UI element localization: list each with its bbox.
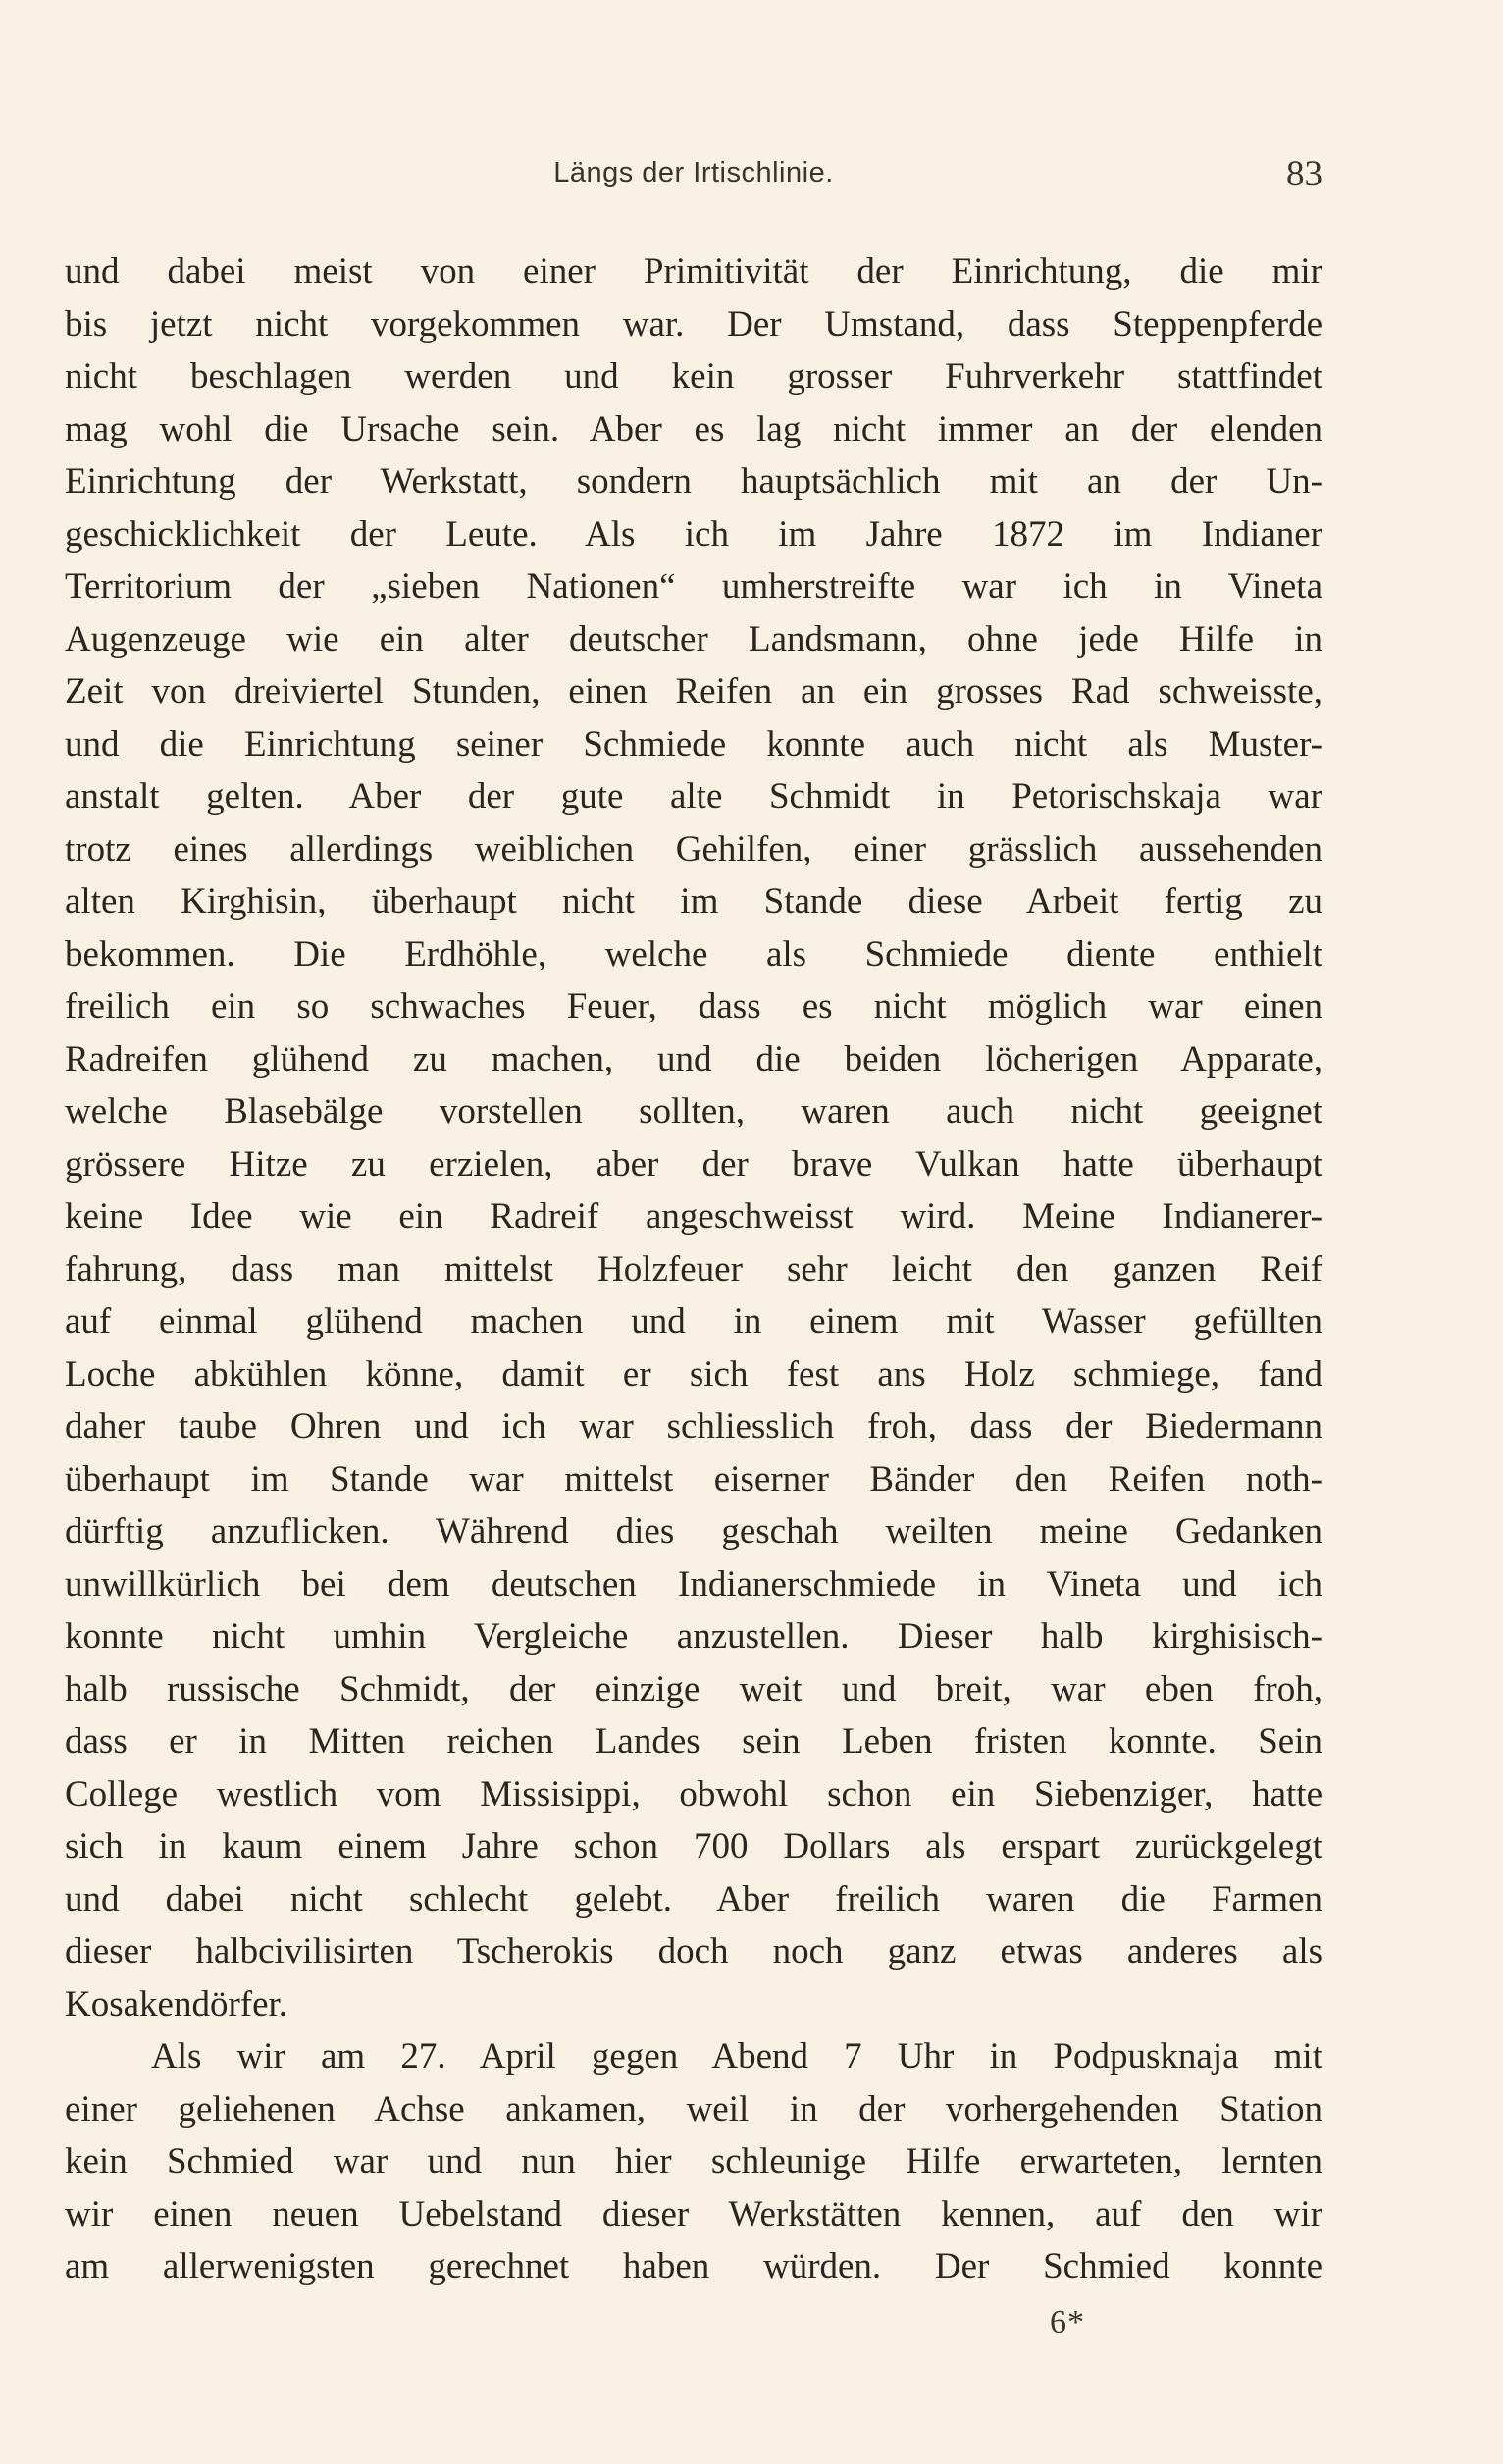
text-line: halb russische Schmidt, der einzige weit und breit, war eben froh, bbox=[65, 1668, 1322, 1709]
text-line: bis jetzt nicht vorgekommen war. Der Umstand, dass Steppenpferde bbox=[65, 303, 1322, 344]
text-line: Territorium der „sieben Nationen“ umherstreifte war ich in Vineta bbox=[65, 566, 1322, 606]
paragraph-start-line: Als wir am 27. April gegen Abend 7 Uhr in Podpusknaja mit bbox=[151, 2036, 1322, 2076]
body-text bbox=[65, 245, 1322, 2293]
text-line: und dabei meist von einer Primitivität der Einrichtung, die mir bbox=[65, 251, 1322, 291]
text-line: Zeit von dreiviertel Stunden, einen Reifen an ein grosses Rad schweisste, bbox=[65, 671, 1322, 711]
text-line: mag wohl die Ursache sein. Aber es lag nicht immer an der elenden bbox=[65, 408, 1322, 449]
text-line: trotz eines allerdings weiblichen Gehilfen, einer grässlich aussehenden bbox=[65, 828, 1322, 869]
text-line: bekommen. Die Erdhöhle, welche als Schmiede diente enthielt bbox=[65, 933, 1322, 974]
text-line: auf einmal glühend machen und in einem mit Wasser gefüllten bbox=[65, 1301, 1322, 1341]
text-line: konnte nicht umhin Vergleiche anzustellen. Dieser halb kirghisisch- bbox=[65, 1616, 1322, 1656]
text-line: einer geliehenen Achse ankamen, weil in der vorhergehenden Station bbox=[65, 2088, 1322, 2129]
text-line: College westlich vom Missisippi, obwohl schon ein Siebenziger, hatte bbox=[65, 1773, 1322, 1814]
text-line: dürftig anzuflicken. Während dies geschah weilten meine Gedanken bbox=[65, 1511, 1322, 1551]
text-line: am allerwenigsten gerechnet haben würden. Der Schmied konnte bbox=[65, 2246, 1322, 2286]
text-line: grössere Hitze zu erzielen, aber der brave Vulkan hatte überhaupt bbox=[65, 1143, 1322, 1184]
running-title: Längs der Irtischlinie. bbox=[553, 157, 834, 188]
text-line: daher taube Ohren und ich war schliesslich froh, dass der Biedermann bbox=[65, 1406, 1322, 1446]
text-line: überhaupt im Stande war mittelst eiserner Bänder den Reifen noth- bbox=[65, 1458, 1322, 1499]
text-line: geschicklichkeit der Leute. Als ich im Jahre 1872 im Indianer bbox=[65, 513, 1322, 554]
text-line: Augenzeuge wie ein alter deutscher Landsmann, ohne jede Hilfe in bbox=[65, 618, 1322, 659]
text-line: und dabei nicht schlecht gelebt. Aber freilich waren die Farmen bbox=[65, 1878, 1322, 1919]
text-line: wir einen neuen Uebelstand dieser Werkstätten kennen, auf den wir bbox=[65, 2193, 1322, 2234]
paragraph-end-line: Kosakendörfer. bbox=[65, 1983, 288, 2024]
text-line: und die Einrichtung seiner Schmiede konnte auch nicht als Muster- bbox=[65, 723, 1322, 764]
text-line: Radreifen glühend zu machen, und die beiden löcherigen Apparate, bbox=[65, 1038, 1322, 1079]
text-line: anstalt gelten. Aber der gute alte Schmidt in Petorischskaja war bbox=[65, 776, 1322, 816]
text-line: Einrichtung der Werkstatt, sondern hauptsächlich mit an der Un- bbox=[65, 461, 1322, 501]
text-line: welche Blasebälge vorstellen sollten, waren auch nicht geeignet bbox=[65, 1091, 1322, 1131]
text-line: dieser halbcivilisirten Tscherokis doch noch ganz etwas anderes als bbox=[65, 1931, 1322, 1971]
text-line: sich in kaum einem Jahre schon 700 Dollars als erspart zurückgelegt bbox=[65, 1826, 1322, 1866]
signature-mark: 6* bbox=[1050, 2304, 1085, 2340]
page-number: 83 bbox=[1286, 154, 1322, 194]
text-line: fahrung, dass man mittelst Holzfeuer sehr leicht den ganzen Reif bbox=[65, 1248, 1322, 1289]
text-line: Loche abkühlen könne, damit er sich fest ans Holz schmiege, fand bbox=[65, 1353, 1322, 1394]
text-line: freilich ein so schwaches Feuer, dass es nicht möglich war einen bbox=[65, 986, 1322, 1026]
text-line: keine Idee wie ein Radreif angeschweisst wird. Meine Indianerer- bbox=[65, 1196, 1322, 1236]
text-line: kein Schmied war und nun hier schleunige Hilfe erwarteten, lernten bbox=[65, 2141, 1322, 2181]
text-line: alten Kirghisin, überhaupt nicht im Stande diese Arbeit fertig zu bbox=[65, 881, 1322, 921]
text-line: nicht beschlagen werden und kein grosser Fuhrverkehr stattfindet bbox=[65, 356, 1322, 396]
text-line: unwillkürlich bei dem deutschen Indianerschmiede in Vineta und ich bbox=[65, 1563, 1322, 1604]
text-line: dass er in Mitten reichen Landes sein Leben fristen konnte. Sein bbox=[65, 1721, 1322, 1761]
running-head bbox=[65, 154, 1322, 204]
